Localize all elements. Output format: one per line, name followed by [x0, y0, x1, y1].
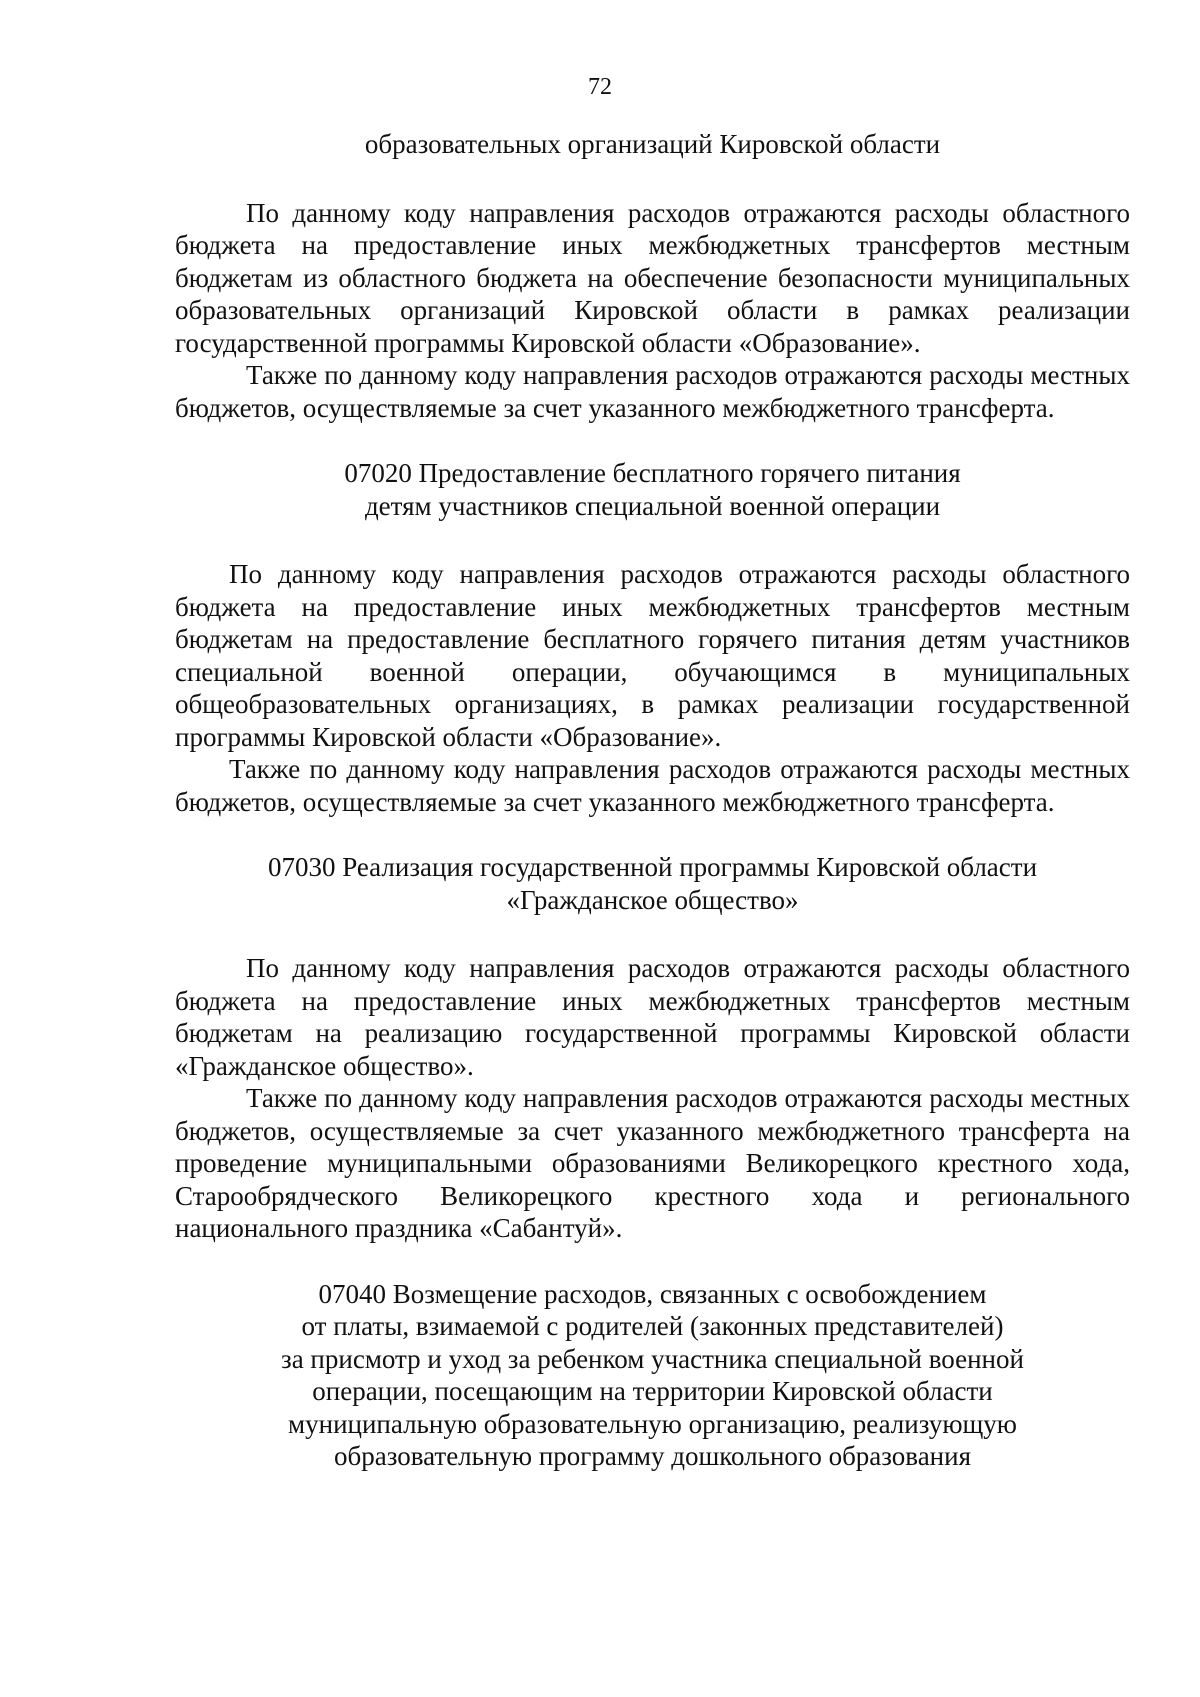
heading-line: муниципальную образовательную организацию, реализующую — [288, 1408, 1017, 1439]
heading-line: «Гражданское общество» — [506, 884, 799, 915]
paragraph: Также по данному коду направления расходов отражаются расходы местных бюджетов, осуществляемые за счет указанного межбюджетного трансферта. — [175, 360, 1130, 423]
paragraph: По данному коду направления расходов отражаются расходы областного бюджета на предоставление иных межбюджетных трансфертов местным бюджетам на предоставление бесплатного горячего питания детям участников специальной военной операции, обучающимся в муниципальных общеобразовательных организациях, в рамках реализации государственной программы Кировской области «Образование». — [175, 559, 1130, 752]
page-number: 72 — [588, 74, 612, 100]
spacer — [175, 424, 1130, 457]
spacer — [175, 916, 1130, 952]
section-heading-07030 — [175, 851, 1130, 916]
spacer — [175, 522, 1130, 558]
spacer — [175, 1245, 1130, 1278]
heading-line: детям участников специальной военной операции — [364, 490, 941, 521]
document-body — [175, 128, 1130, 1473]
heading-line: 07040 Возмещение расходов, связанных с освобождением — [318, 1278, 987, 1309]
heading-line: образовательных организаций Кировской области — [364, 129, 941, 159]
intro-heading — [175, 128, 1130, 161]
spacer — [175, 161, 1130, 197]
heading-line: 07030 Реализация государственной программы Кировской области — [267, 852, 1038, 882]
heading-line: за присмотр и уход за ребенком участника специальной военной — [281, 1343, 1024, 1374]
paragraph: По данному коду направления расходов отражаются расходы областного бюджета на предоставление иных межбюджетных трансфертов местным бюджетам на реализацию государственной программы Кировской области «Гражданское общество». — [175, 953, 1130, 1081]
paragraph: Также по данному коду направления расходов отражаются расходы местных бюджетов, осуществляемые за счет указанного межбюджетного трансферта на проведение муниципальными образованиями Великорецкого крестного хода, Старообрядческого Великорецкого крестного хода и регионального национального праздника «Сабантуй». — [175, 1083, 1130, 1243]
section-heading-07040 — [175, 1278, 1130, 1473]
heading-line: 07020 Предоставление бесплатного горячего питания — [344, 458, 961, 488]
heading-line: операции, посещающим на территории Кировской области — [312, 1376, 993, 1406]
spacer — [175, 818, 1130, 851]
section-heading-07020 — [175, 457, 1130, 522]
heading-line: от платы, взимаемой с родителей (законных представителей) — [301, 1311, 1004, 1341]
paragraph: Также по данному коду направления расходов отражаются расходы местных бюджетов, осуществляемые за счет указанного межбюджетного трансферта. — [175, 754, 1130, 817]
paragraph: По данному коду направления расходов отражаются расходы областного бюджета на предоставление иных межбюджетных трансфертов местным бюджетам из областного бюджета на обеспечение безопасности муниципальных образовательных организаций Кировской области в рамках реализации государственной программы Кировской области «Образование». — [175, 197, 1130, 358]
heading-line: образовательную программу дошкольного образования — [333, 1441, 971, 1471]
